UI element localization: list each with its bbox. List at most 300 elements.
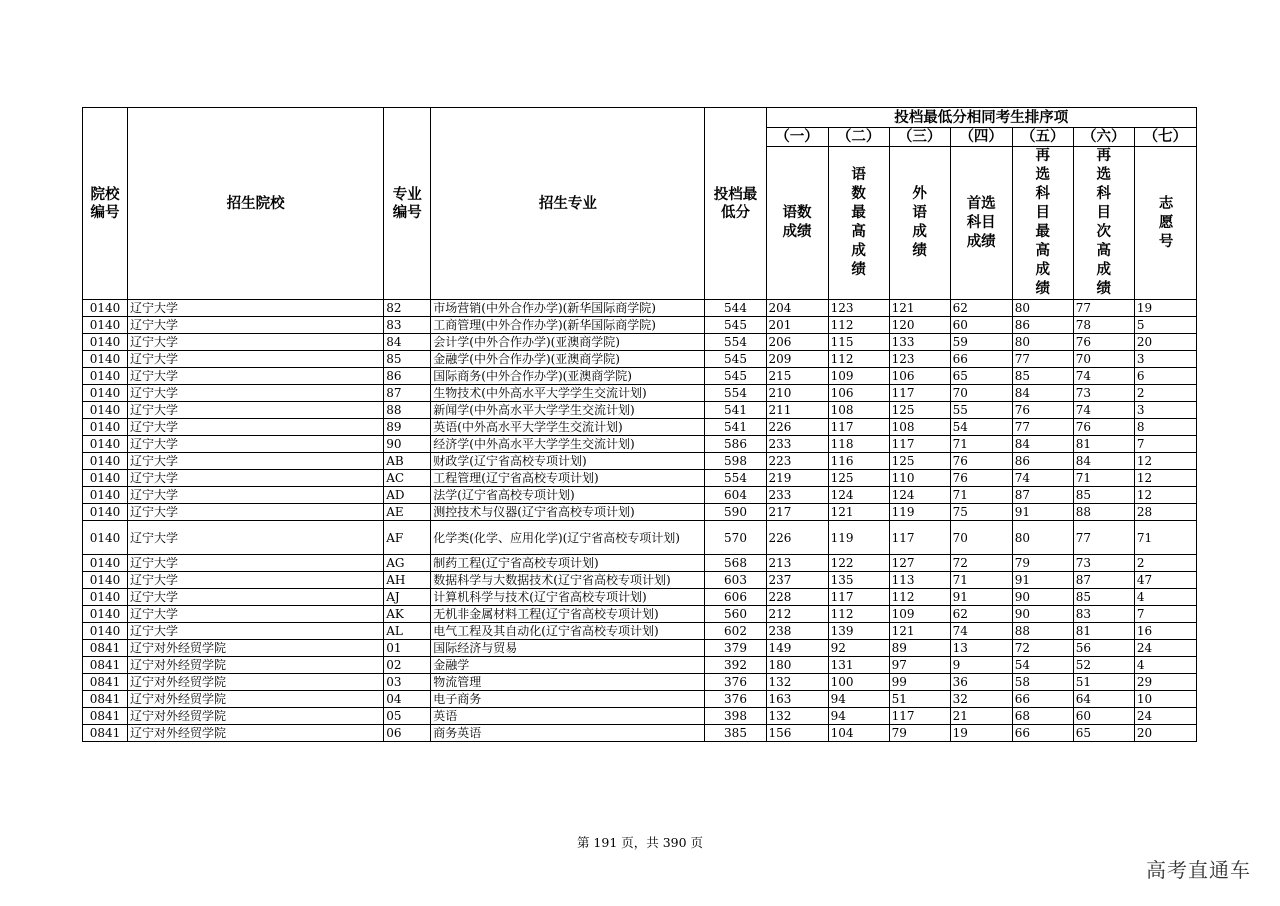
table-body (83, 300, 1197, 742)
order-1-cell: 201 (766, 317, 828, 334)
order-4-cell: 65 (950, 368, 1012, 385)
order-5-cell: 54 (1012, 657, 1073, 674)
school-code-cell: 0140 (83, 555, 128, 572)
order-7-cell: 12 (1134, 487, 1196, 504)
table-row (83, 317, 1197, 334)
major-name-cell: 经济学(中外高水平大学学生交流计划) (431, 436, 705, 453)
table-row (83, 453, 1197, 470)
order-6-cell: 88 (1073, 504, 1134, 521)
order-1-cell: 209 (766, 351, 828, 368)
major-code-cell: 89 (384, 419, 431, 436)
school-code-cell: 0140 (83, 436, 128, 453)
order-7-cell: 47 (1134, 572, 1196, 589)
order-1-cell: 132 (766, 674, 828, 691)
min-score-cell: 560 (705, 606, 766, 623)
order-2-cell: 112 (828, 351, 889, 368)
major-code-cell: 82 (384, 300, 431, 317)
order-2-cell: 116 (828, 453, 889, 470)
order-6-cell: 71 (1073, 470, 1134, 487)
order-7-cell: 29 (1134, 674, 1196, 691)
order-7-cell: 4 (1134, 657, 1196, 674)
order-6-cell: 81 (1073, 623, 1134, 640)
header-school-code: 院校编号 (83, 108, 128, 300)
order-7-cell: 10 (1134, 691, 1196, 708)
major-code-cell: 84 (384, 334, 431, 351)
min-score-cell: 568 (705, 555, 766, 572)
order-5-cell: 79 (1012, 555, 1073, 572)
order-7-cell: 6 (1134, 368, 1196, 385)
major-name-cell: 法学(辽宁省高校专项计划) (431, 487, 705, 504)
order-1-cell: 223 (766, 453, 828, 470)
order-5-cell: 84 (1012, 436, 1073, 453)
major-name-cell: 新闻学(中外高水平大学学生交流计划) (431, 402, 705, 419)
order-7-cell: 7 (1134, 436, 1196, 453)
header-order-7: （七） (1134, 128, 1196, 147)
order-4-cell: 62 (950, 606, 1012, 623)
order-6-cell: 70 (1073, 351, 1134, 368)
order-1-cell: 156 (766, 725, 828, 742)
min-score-cell: 385 (705, 725, 766, 742)
table-row (83, 572, 1197, 589)
major-code-cell: 01 (384, 640, 431, 657)
school-name-cell: 辽宁大学 (128, 436, 384, 453)
school-code-cell: 0140 (83, 402, 128, 419)
school-code-cell: 0140 (83, 606, 128, 623)
school-code-cell: 0140 (83, 317, 128, 334)
order-7-cell: 7 (1134, 606, 1196, 623)
school-code-cell: 0140 (83, 419, 128, 436)
table-row (83, 436, 1197, 453)
order-3-cell: 97 (889, 657, 950, 674)
order-3-cell: 51 (889, 691, 950, 708)
school-name-cell: 辽宁大学 (128, 504, 384, 521)
order-4-cell: 70 (950, 521, 1012, 555)
major-code-cell: 88 (384, 402, 431, 419)
order-4-cell: 36 (950, 674, 1012, 691)
watermark-text: 高考直通车 (1146, 858, 1251, 882)
table-row (83, 640, 1197, 657)
order-1-cell: 226 (766, 521, 828, 555)
order-5-cell: 66 (1012, 691, 1073, 708)
header-order-item-1: 语数成绩 (766, 147, 828, 300)
order-6-cell: 85 (1073, 589, 1134, 606)
major-code-cell: AG (384, 555, 431, 572)
order-1-cell: 163 (766, 691, 828, 708)
table-row (83, 368, 1197, 385)
header-order-6: （六） (1073, 128, 1134, 147)
table-row (83, 623, 1197, 640)
order-3-cell: 121 (889, 300, 950, 317)
order-5-cell: 77 (1012, 419, 1073, 436)
order-4-cell: 71 (950, 436, 1012, 453)
order-5-cell: 66 (1012, 725, 1073, 742)
order-5-cell: 91 (1012, 572, 1073, 589)
school-code-cell: 0140 (83, 385, 128, 402)
table-row (83, 606, 1197, 623)
min-score-cell: 541 (705, 419, 766, 436)
order-6-cell: 85 (1073, 487, 1134, 504)
order-6-cell: 65 (1073, 725, 1134, 742)
order-2-cell: 123 (828, 300, 889, 317)
order-4-cell: 66 (950, 351, 1012, 368)
order-3-cell: 113 (889, 572, 950, 589)
school-name-cell: 辽宁大学 (128, 300, 384, 317)
order-2-cell: 109 (828, 368, 889, 385)
table-row (83, 708, 1197, 725)
order-1-cell: 238 (766, 623, 828, 640)
order-6-cell: 81 (1073, 436, 1134, 453)
major-name-cell: 电子商务 (431, 691, 705, 708)
order-7-cell: 8 (1134, 419, 1196, 436)
order-7-cell: 12 (1134, 470, 1196, 487)
major-name-cell: 英语 (431, 708, 705, 725)
school-code-cell: 0140 (83, 589, 128, 606)
major-code-cell: AC (384, 470, 431, 487)
order-3-cell: 89 (889, 640, 950, 657)
order-6-cell: 77 (1073, 300, 1134, 317)
table-row (83, 487, 1197, 504)
school-name-cell: 辽宁大学 (128, 351, 384, 368)
school-name-cell: 辽宁大学 (128, 521, 384, 555)
major-name-cell: 市场营销(中外合作办学)(新华国际商学院) (431, 300, 705, 317)
school-name-cell: 辽宁对外经贸学院 (128, 708, 384, 725)
school-name-cell: 辽宁大学 (128, 470, 384, 487)
table-header (83, 108, 1197, 300)
order-2-cell: 124 (828, 487, 889, 504)
min-score-cell: 554 (705, 385, 766, 402)
school-name-cell: 辽宁对外经贸学院 (128, 657, 384, 674)
order-1-cell: 204 (766, 300, 828, 317)
school-name-cell: 辽宁大学 (128, 572, 384, 589)
school-name-cell: 辽宁大学 (128, 317, 384, 334)
order-6-cell: 76 (1073, 334, 1134, 351)
min-score-cell: 392 (705, 657, 766, 674)
header-order-1: （一） (766, 128, 828, 147)
order-5-cell: 88 (1012, 623, 1073, 640)
major-code-cell: AL (384, 623, 431, 640)
major-name-cell: 生物技术(中外高水平大学学生交流计划) (431, 385, 705, 402)
order-2-cell: 125 (828, 470, 889, 487)
major-code-cell: AB (384, 453, 431, 470)
order-4-cell: 70 (950, 385, 1012, 402)
order-6-cell: 77 (1073, 521, 1134, 555)
school-code-cell: 0140 (83, 623, 128, 640)
order-4-cell: 54 (950, 419, 1012, 436)
table-row (83, 725, 1197, 742)
table-row (83, 334, 1197, 351)
major-code-cell: 02 (384, 657, 431, 674)
school-code-cell: 0841 (83, 725, 128, 742)
table-row (83, 589, 1197, 606)
order-4-cell: 91 (950, 589, 1012, 606)
header-school-name: 招生院校 (128, 108, 384, 300)
order-4-cell: 76 (950, 470, 1012, 487)
major-code-cell: AE (384, 504, 431, 521)
header-min-score: 投档最低分 (705, 108, 766, 300)
min-score-cell: 590 (705, 504, 766, 521)
header-order-item-6: 再选科目次高成绩 (1073, 147, 1134, 300)
order-5-cell: 72 (1012, 640, 1073, 657)
order-5-cell: 80 (1012, 334, 1073, 351)
order-1-cell: 228 (766, 589, 828, 606)
school-name-cell: 辽宁大学 (128, 368, 384, 385)
order-3-cell: 120 (889, 317, 950, 334)
major-name-cell: 电气工程及其自动化(辽宁省高校专项计划) (431, 623, 705, 640)
major-code-cell: 04 (384, 691, 431, 708)
order-2-cell: 119 (828, 521, 889, 555)
order-3-cell: 110 (889, 470, 950, 487)
major-code-cell: 06 (384, 725, 431, 742)
min-score-cell: 603 (705, 572, 766, 589)
order-4-cell: 32 (950, 691, 1012, 708)
min-score-cell: 606 (705, 589, 766, 606)
major-code-cell: 86 (384, 368, 431, 385)
table-row (83, 402, 1197, 419)
header-ranking-group: 投档最低分相同考生排序项 (766, 108, 1196, 128)
order-2-cell: 104 (828, 725, 889, 742)
order-1-cell: 226 (766, 419, 828, 436)
major-name-cell: 金融学 (431, 657, 705, 674)
major-code-cell: AH (384, 572, 431, 589)
school-code-cell: 0140 (83, 572, 128, 589)
order-4-cell: 13 (950, 640, 1012, 657)
order-2-cell: 122 (828, 555, 889, 572)
order-1-cell: 237 (766, 572, 828, 589)
order-3-cell: 127 (889, 555, 950, 572)
school-code-cell: 0140 (83, 521, 128, 555)
order-5-cell: 58 (1012, 674, 1073, 691)
order-6-cell: 84 (1073, 453, 1134, 470)
table-row (83, 419, 1197, 436)
school-name-cell: 辽宁对外经贸学院 (128, 691, 384, 708)
school-name-cell: 辽宁大学 (128, 555, 384, 572)
major-name-cell: 数据科学与大数据技术(辽宁省高校专项计划) (431, 572, 705, 589)
order-5-cell: 87 (1012, 487, 1073, 504)
order-6-cell: 76 (1073, 419, 1134, 436)
order-6-cell: 83 (1073, 606, 1134, 623)
header-order-item-2: 语数最高成绩 (828, 147, 889, 300)
major-name-cell: 工程管理(辽宁省高校专项计划) (431, 470, 705, 487)
major-name-cell: 化学类(化学、应用化学)(辽宁省高校专项计划) (431, 521, 705, 555)
min-score-cell: 398 (705, 708, 766, 725)
order-2-cell: 135 (828, 572, 889, 589)
order-1-cell: 206 (766, 334, 828, 351)
table-row (83, 300, 1197, 317)
order-3-cell: 117 (889, 436, 950, 453)
order-3-cell: 117 (889, 521, 950, 555)
order-3-cell: 117 (889, 708, 950, 725)
school-code-cell: 0140 (83, 470, 128, 487)
order-6-cell: 60 (1073, 708, 1134, 725)
order-6-cell: 74 (1073, 368, 1134, 385)
order-4-cell: 55 (950, 402, 1012, 419)
min-score-cell: 379 (705, 640, 766, 657)
order-7-cell: 5 (1134, 317, 1196, 334)
order-2-cell: 121 (828, 504, 889, 521)
order-1-cell: 212 (766, 606, 828, 623)
order-5-cell: 90 (1012, 589, 1073, 606)
order-2-cell: 100 (828, 674, 889, 691)
order-3-cell: 124 (889, 487, 950, 504)
order-1-cell: 215 (766, 368, 828, 385)
major-name-cell: 财政学(辽宁省高校专项计划) (431, 453, 705, 470)
order-3-cell: 123 (889, 351, 950, 368)
major-code-cell: AF (384, 521, 431, 555)
order-3-cell: 79 (889, 725, 950, 742)
header-order-4: （四） (950, 128, 1012, 147)
order-6-cell: 64 (1073, 691, 1134, 708)
major-name-cell: 英语(中外高水平大学学生交流计划) (431, 419, 705, 436)
order-5-cell: 76 (1012, 402, 1073, 419)
header-order-item-3: 外语成绩 (889, 147, 950, 300)
order-5-cell: 74 (1012, 470, 1073, 487)
table-row (83, 351, 1197, 368)
major-code-cell: 03 (384, 674, 431, 691)
major-name-cell: 计算机科学与技术(辽宁省高校专项计划) (431, 589, 705, 606)
min-score-cell: 541 (705, 402, 766, 419)
major-name-cell: 商务英语 (431, 725, 705, 742)
order-4-cell: 60 (950, 317, 1012, 334)
table-row (83, 555, 1197, 572)
order-7-cell: 2 (1134, 385, 1196, 402)
major-name-cell: 物流管理 (431, 674, 705, 691)
order-3-cell: 121 (889, 623, 950, 640)
header-order-3: （三） (889, 128, 950, 147)
min-score-cell: 545 (705, 351, 766, 368)
major-name-cell: 国际经济与贸易 (431, 640, 705, 657)
order-4-cell: 19 (950, 725, 1012, 742)
table-row (83, 521, 1197, 555)
major-code-cell: 87 (384, 385, 431, 402)
school-name-cell: 辽宁大学 (128, 453, 384, 470)
school-code-cell: 0140 (83, 334, 128, 351)
order-1-cell: 233 (766, 436, 828, 453)
header-major-code: 专业编号 (384, 108, 431, 300)
school-name-cell: 辽宁大学 (128, 419, 384, 436)
header-order-item-5: 再选科目最高成绩 (1012, 147, 1073, 300)
order-2-cell: 118 (828, 436, 889, 453)
order-3-cell: 99 (889, 674, 950, 691)
major-code-cell: 83 (384, 317, 431, 334)
order-2-cell: 112 (828, 317, 889, 334)
order-6-cell: 87 (1073, 572, 1134, 589)
major-name-cell: 无机非金属材料工程(辽宁省高校专项计划) (431, 606, 705, 623)
order-1-cell: 210 (766, 385, 828, 402)
header-order-2: （二） (828, 128, 889, 147)
order-7-cell: 12 (1134, 453, 1196, 470)
school-code-cell: 0140 (83, 453, 128, 470)
order-5-cell: 90 (1012, 606, 1073, 623)
school-code-cell: 0841 (83, 691, 128, 708)
order-1-cell: 132 (766, 708, 828, 725)
order-7-cell: 24 (1134, 640, 1196, 657)
min-score-cell: 554 (705, 470, 766, 487)
order-1-cell: 213 (766, 555, 828, 572)
min-score-cell: 604 (705, 487, 766, 504)
order-6-cell: 78 (1073, 317, 1134, 334)
major-name-cell: 金融学(中外合作办学)(亚澳商学院) (431, 351, 705, 368)
order-7-cell: 28 (1134, 504, 1196, 521)
table-row (83, 470, 1197, 487)
order-5-cell: 91 (1012, 504, 1073, 521)
order-7-cell: 20 (1134, 334, 1196, 351)
order-4-cell: 21 (950, 708, 1012, 725)
order-5-cell: 80 (1012, 300, 1073, 317)
order-2-cell: 117 (828, 589, 889, 606)
header-order-item-4: 首选科目成绩 (950, 147, 1012, 300)
school-code-cell: 0841 (83, 640, 128, 657)
order-4-cell: 76 (950, 453, 1012, 470)
major-name-cell: 国际商务(中外合作办学)(亚澳商学院) (431, 368, 705, 385)
table-row (83, 691, 1197, 708)
school-name-cell: 辽宁大学 (128, 623, 384, 640)
major-name-cell: 测控技术与仪器(辽宁省高校专项计划) (431, 504, 705, 521)
order-3-cell: 106 (889, 368, 950, 385)
school-name-cell: 辽宁大学 (128, 487, 384, 504)
order-3-cell: 109 (889, 606, 950, 623)
min-score-cell: 376 (705, 691, 766, 708)
min-score-cell: 554 (705, 334, 766, 351)
order-1-cell: 233 (766, 487, 828, 504)
table-row (83, 385, 1197, 402)
header-order-5: （五） (1012, 128, 1073, 147)
major-code-cell: AK (384, 606, 431, 623)
order-7-cell: 4 (1134, 589, 1196, 606)
order-2-cell: 92 (828, 640, 889, 657)
order-3-cell: 117 (889, 385, 950, 402)
order-7-cell: 2 (1134, 555, 1196, 572)
order-5-cell: 84 (1012, 385, 1073, 402)
min-score-cell: 598 (705, 453, 766, 470)
header-order-item-7: 志愿号 (1134, 147, 1196, 300)
order-5-cell: 80 (1012, 521, 1073, 555)
order-5-cell: 77 (1012, 351, 1073, 368)
order-4-cell: 72 (950, 555, 1012, 572)
min-score-cell: 545 (705, 368, 766, 385)
order-7-cell: 3 (1134, 351, 1196, 368)
order-6-cell: 51 (1073, 674, 1134, 691)
school-name-cell: 辽宁对外经贸学院 (128, 725, 384, 742)
order-6-cell: 73 (1073, 555, 1134, 572)
school-code-cell: 0841 (83, 657, 128, 674)
order-6-cell: 56 (1073, 640, 1134, 657)
order-1-cell: 180 (766, 657, 828, 674)
order-2-cell: 112 (828, 606, 889, 623)
order-3-cell: 133 (889, 334, 950, 351)
school-name-cell: 辽宁对外经贸学院 (128, 640, 384, 657)
major-code-cell: 90 (384, 436, 431, 453)
order-2-cell: 131 (828, 657, 889, 674)
order-6-cell: 73 (1073, 385, 1134, 402)
major-code-cell: 05 (384, 708, 431, 725)
order-5-cell: 86 (1012, 453, 1073, 470)
order-6-cell: 52 (1073, 657, 1134, 674)
order-1-cell: 217 (766, 504, 828, 521)
order-2-cell: 115 (828, 334, 889, 351)
table-row (83, 504, 1197, 521)
school-code-cell: 0140 (83, 351, 128, 368)
header-major-name: 招生专业 (431, 108, 705, 300)
order-3-cell: 108 (889, 419, 950, 436)
order-2-cell: 108 (828, 402, 889, 419)
order-2-cell: 94 (828, 708, 889, 725)
order-2-cell: 106 (828, 385, 889, 402)
major-code-cell: 85 (384, 351, 431, 368)
major-code-cell: AJ (384, 589, 431, 606)
major-name-cell: 工商管理(中外合作办学)(新华国际商学院) (431, 317, 705, 334)
order-3-cell: 125 (889, 453, 950, 470)
school-name-cell: 辽宁大学 (128, 385, 384, 402)
